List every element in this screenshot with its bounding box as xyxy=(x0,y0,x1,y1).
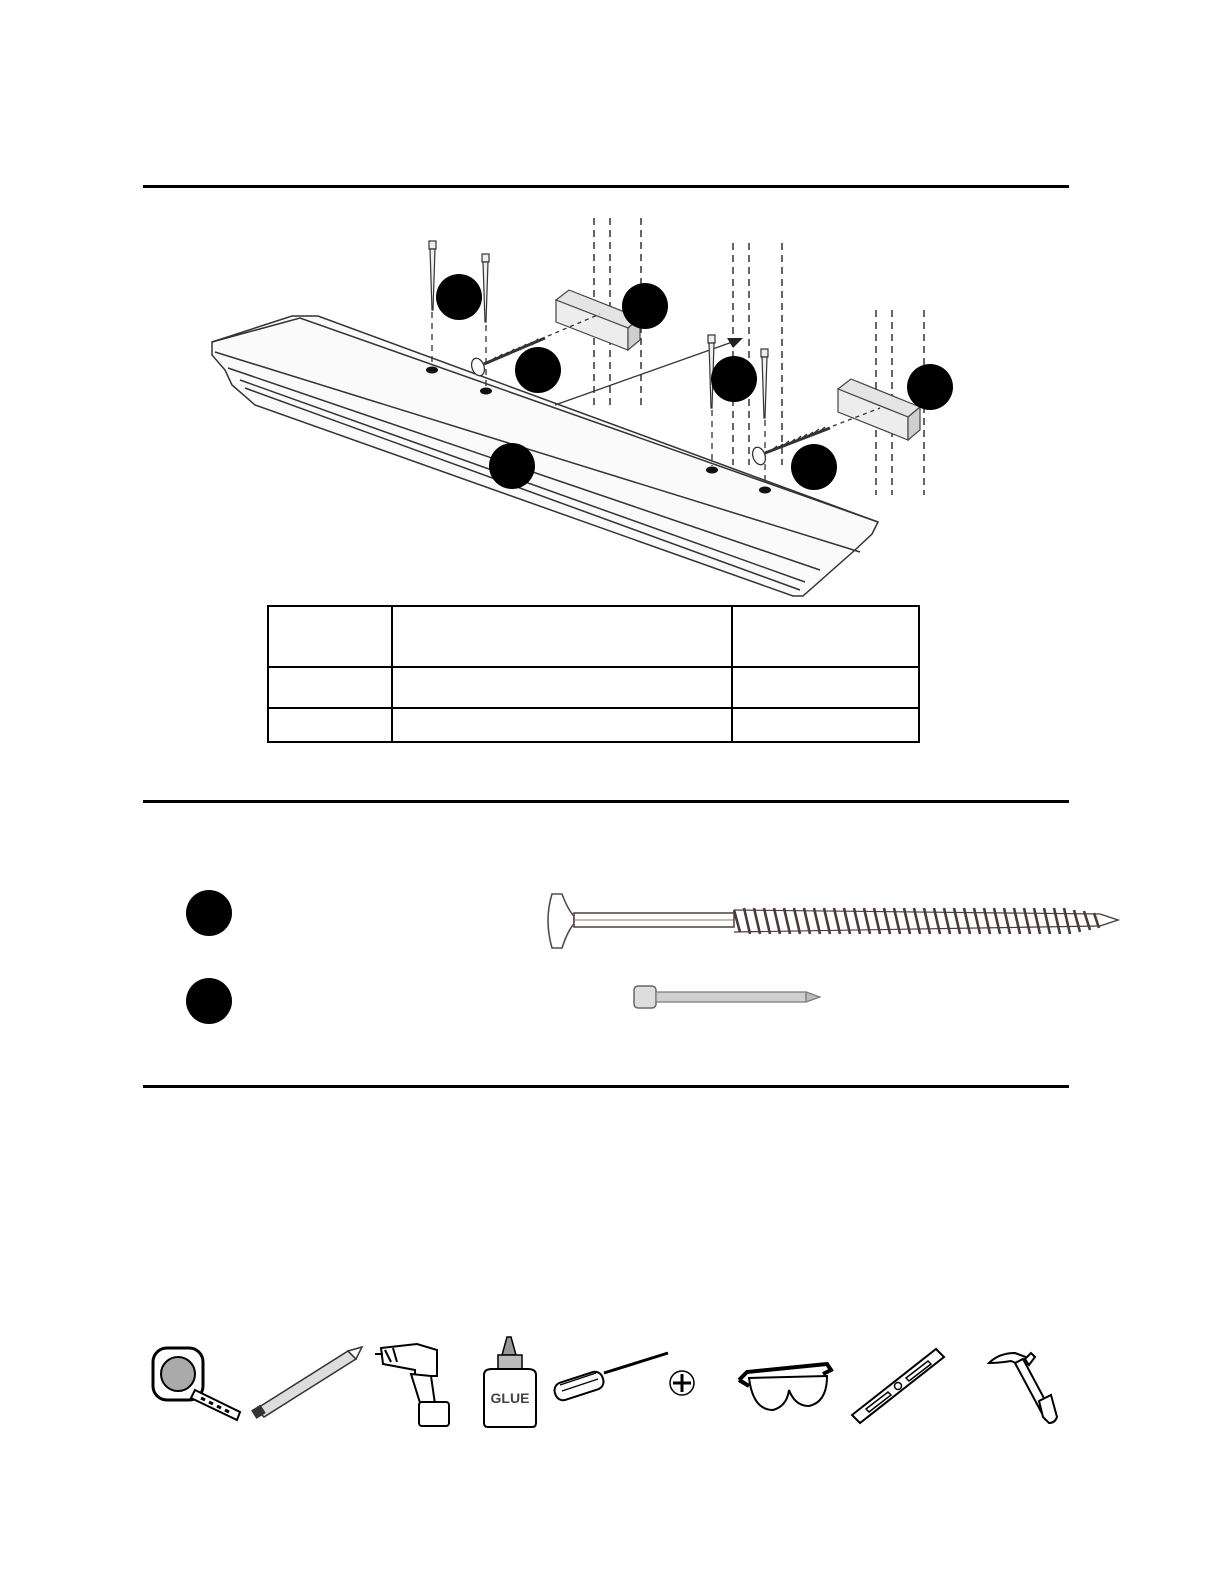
glue-label: GLUE xyxy=(490,1390,530,1406)
tape-measure-icon xyxy=(145,1340,245,1430)
phillips-screwdriver-icon xyxy=(550,1345,700,1425)
table-header-row xyxy=(268,606,919,667)
table-cell xyxy=(732,667,919,708)
table-cell xyxy=(392,708,732,742)
table-row xyxy=(268,708,919,742)
cordless-drill-icon xyxy=(375,1340,460,1430)
table-cell xyxy=(268,667,392,708)
hardware-badge-screw xyxy=(186,890,232,936)
hammer-icon xyxy=(985,1345,1065,1435)
table-header-cell xyxy=(392,606,732,667)
hardware-badge-nail xyxy=(186,978,232,1024)
section-rule-middle xyxy=(143,800,1069,803)
table-cell xyxy=(392,667,732,708)
assembly-diagram xyxy=(0,0,1225,620)
table-header-cell xyxy=(732,606,919,667)
lag-screw-icon xyxy=(540,880,1130,960)
level-icon xyxy=(848,1345,948,1430)
nail-icon xyxy=(630,978,830,1018)
table-header-cell xyxy=(268,606,392,667)
glue-bottle-icon xyxy=(478,1335,543,1430)
table-cell xyxy=(732,708,919,742)
section-rule-bottom xyxy=(143,1085,1069,1088)
table-row xyxy=(268,667,919,708)
table-cell xyxy=(268,708,392,742)
pencil-icon xyxy=(250,1345,365,1425)
safety-glasses-icon xyxy=(735,1350,835,1425)
parts-table xyxy=(267,605,920,743)
